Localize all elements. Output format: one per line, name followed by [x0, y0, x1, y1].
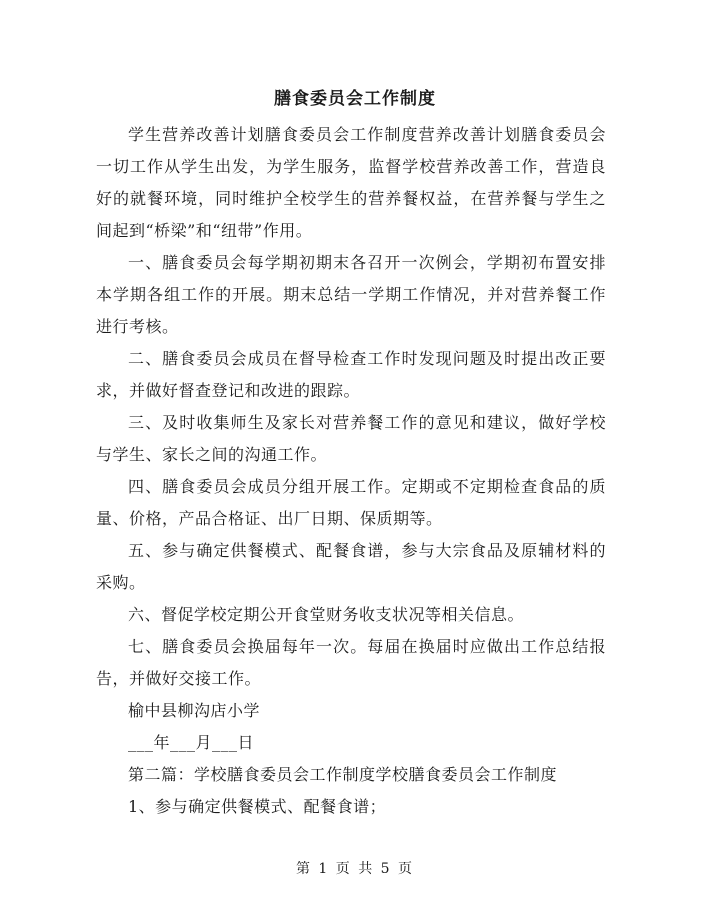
paragraph-item-1: 一、膳食委员会每学期初期末各召开一次例会，学期初布置安排本学期各组工作的开展。期末总结一学期工作情况，并对营养餐工作进行考核。: [96, 253, 606, 336]
section-two-heading: 第二篇：学校膳食委员会工作制度学校膳食委员会工作制度: [128, 765, 558, 784]
signature-school: 榆中县柳沟店小学: [128, 701, 261, 720]
paragraph-item-7: 七、膳食委员会换届每年一次。每届在换届时应做出工作总结报告，并做好交接工作。: [96, 637, 606, 688]
signature-date: ___年___月___日: [128, 733, 255, 752]
page-number: 第 1 页 共 5 页: [295, 861, 415, 877]
section-two-item-1: 1、参与确定供餐模式、配餐食谱；: [128, 797, 387, 816]
paragraph-item-3: 三、及时收集师生及家长对营养餐工作的意见和建议，做好学校与学生、家长之间的沟通工作。: [96, 413, 606, 464]
paragraph-item-4: 四、膳食委员会成员分组开展工作。定期或不定期检查食品的质量、价格，产品合格证、出厂日期、保质期等。: [96, 477, 606, 528]
document-title: 膳食委员会工作制度: [274, 89, 436, 109]
paragraph-item-5: 五、参与确定供餐模式、配餐食谱，参与大宗食品及原辅材料的采购。: [96, 541, 606, 592]
paragraph-intro: 学生营养改善计划膳食委员会工作制度营养改善计划膳食委员会一切工作从学生出发，为学生服务，监督学校营养改善工作，营造良好的就餐环境，同时维护全校学生的营养餐权益，在营养餐与学生之间起到“桥梁”和“纽带”作用。: [96, 125, 606, 240]
paragraph-item-6: 六、督促学校定期公开食堂财务收支状况等相关信息。: [128, 605, 525, 624]
document-body: [96, 119, 606, 823]
paragraph-item-2: 二、膳食委员会成员在督导检查工作时发现问题及时提出改正要求，并做好督查登记和改进的跟踪。: [96, 349, 606, 400]
